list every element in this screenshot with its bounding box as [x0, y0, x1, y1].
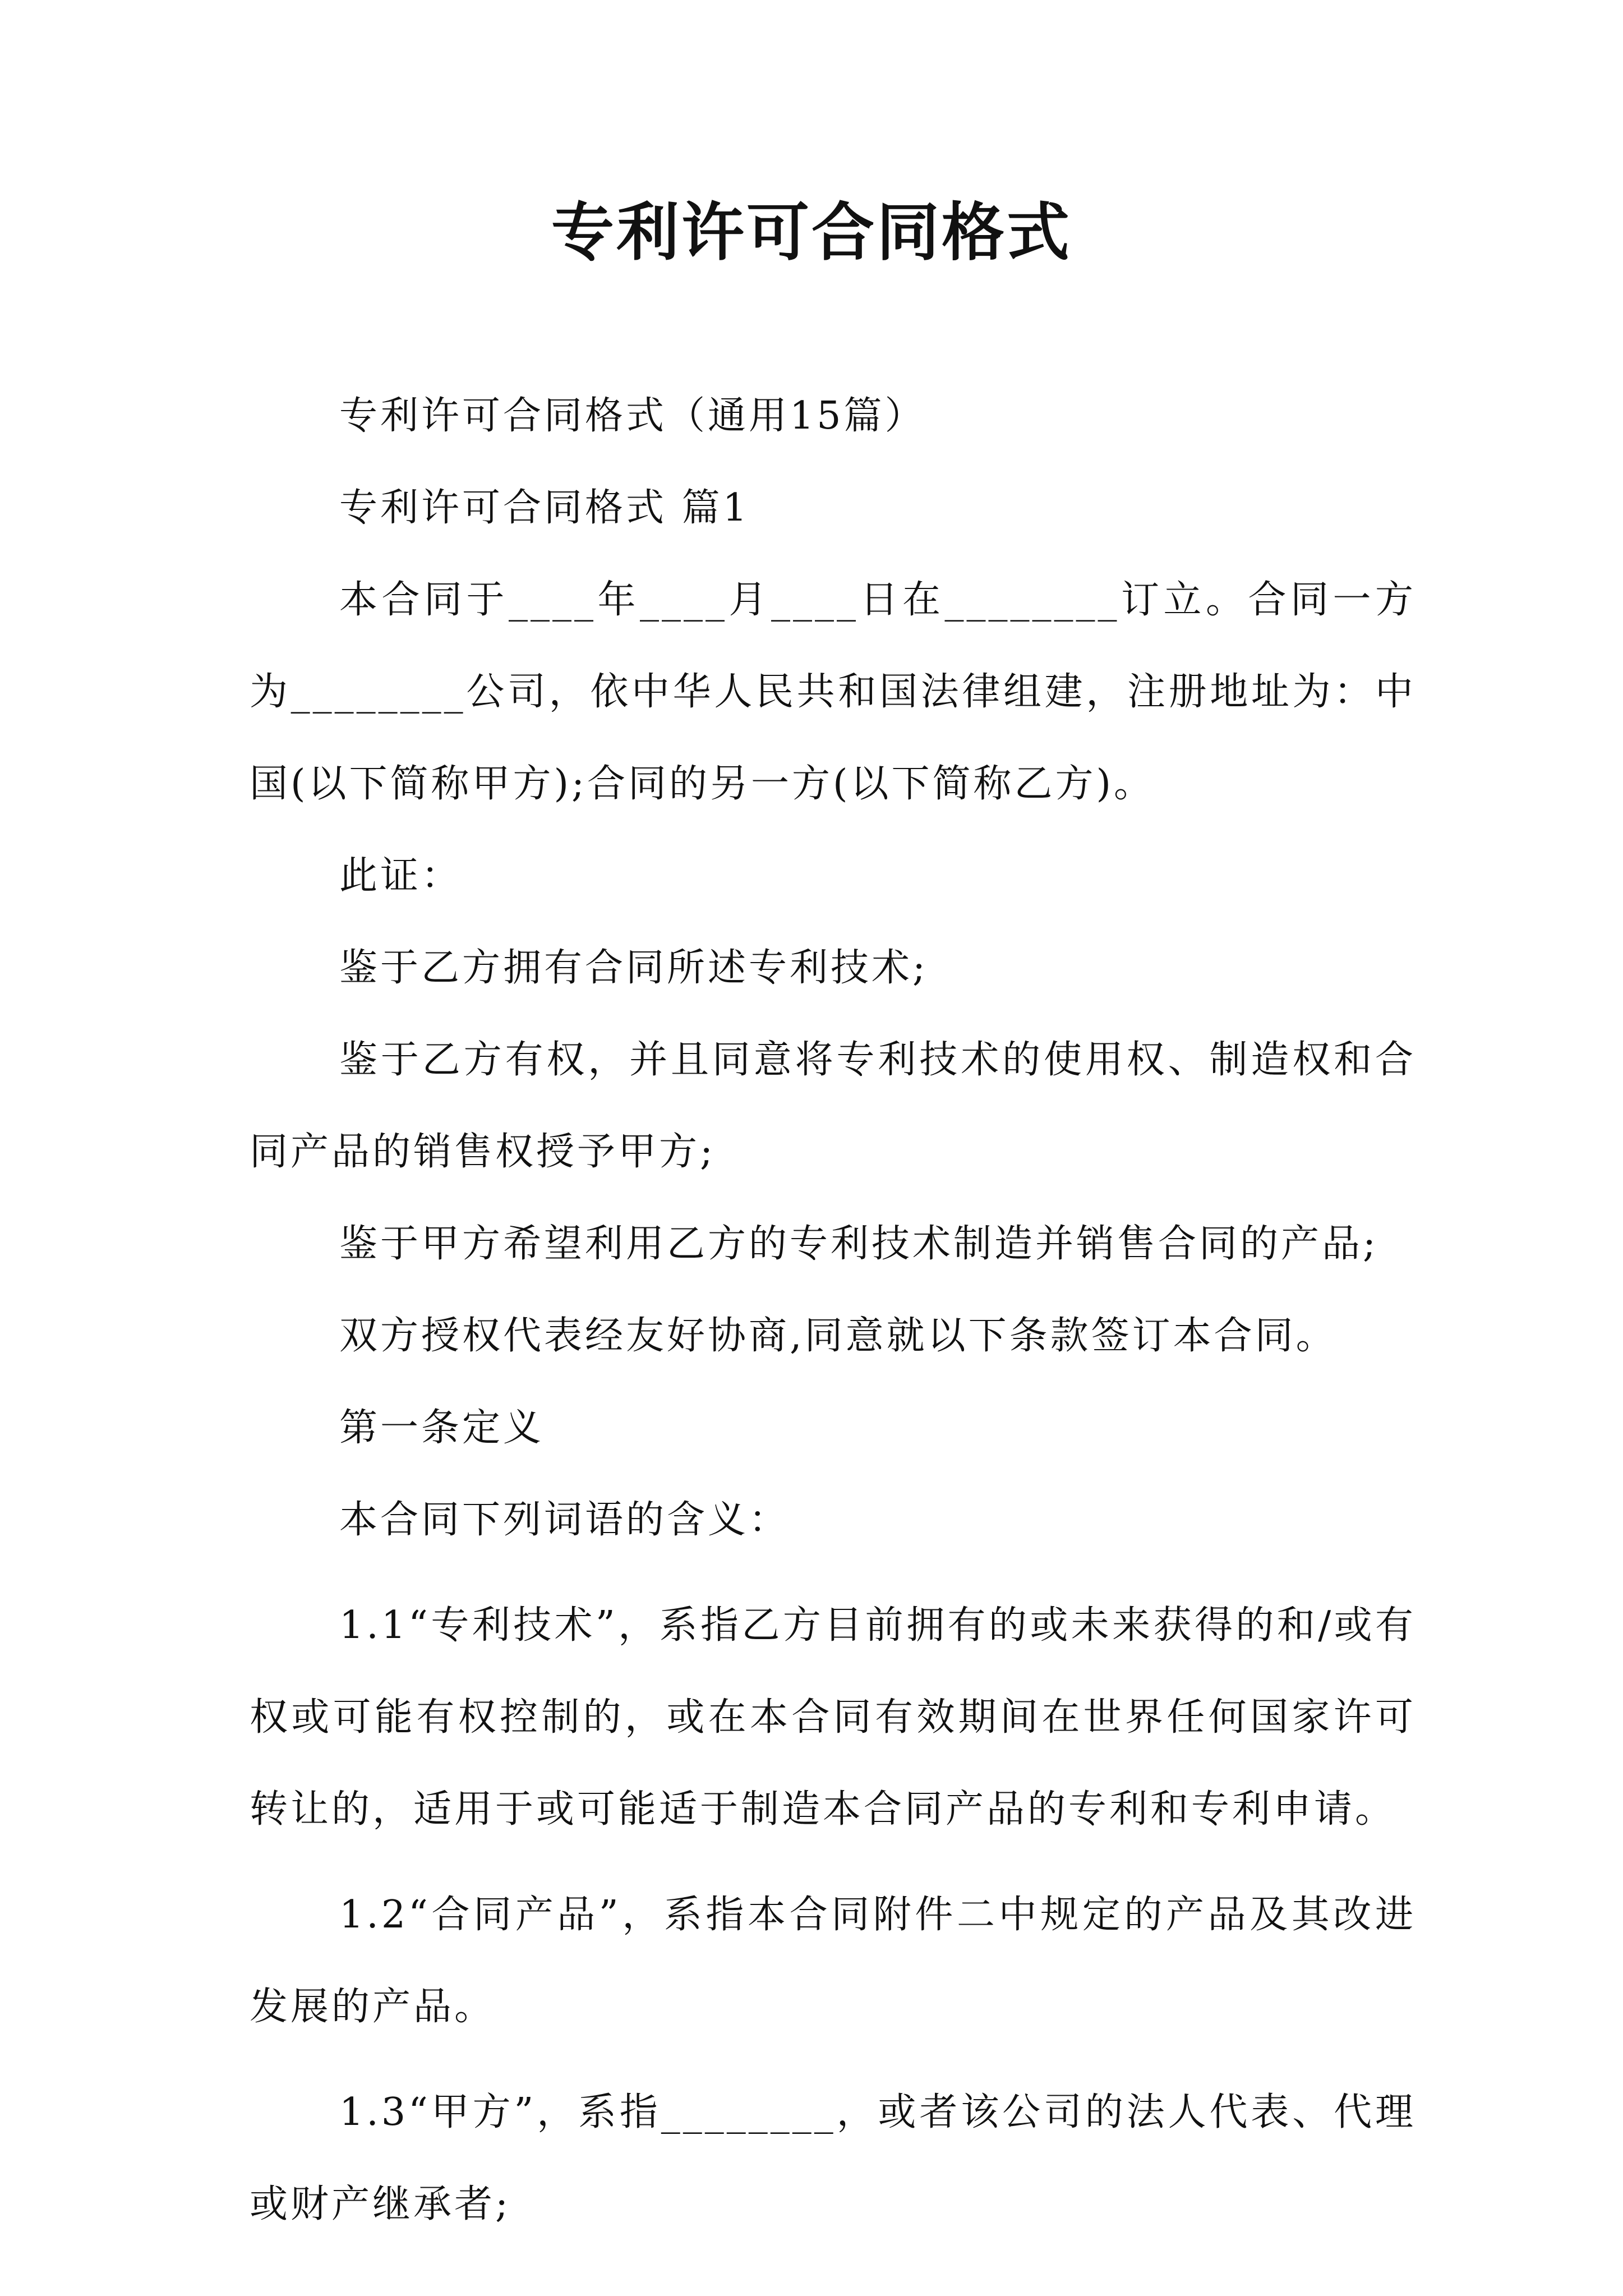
document-body: [250, 370, 1416, 2251]
paragraph-recital-2: 鉴于乙方有权，并且同意将专利技术的使用权、制造权和合同产品的销售权授予甲方;: [250, 1038, 1416, 1174]
paragraph-preamble: 本合同于____年____月____日在________订立。合同一方为________公司，依中华人民共和国法律组建，注册地址为：中国(以下简称甲方);合同的另一方(以下简称乙方)。: [250, 578, 1416, 806]
document-title: 专利许可合同格式: [551, 196, 1072, 269]
paragraph-clause-1-3: 1.3“甲方”，系指________，或者该公司的法人代表、代理或财产继承者;: [250, 2090, 1416, 2226]
paragraph-article-1-heading: 第一条定义: [339, 1406, 545, 1450]
paragraph-agreement: 双方授权代表经友好协商,同意就以下条款签订本合同。: [339, 1314, 1337, 1358]
paragraph-clause-1-2: 1.2“合同产品”，系指本合同附件二中规定的产品及其改进发展的产品。: [250, 1893, 1416, 2029]
paragraph-witness: 此证：: [339, 854, 463, 898]
paragraph-recital-3: 鉴于甲方希望利用乙方的专利技术制造并销售合同的产品;: [339, 1222, 1378, 1266]
paragraph-section-heading: 专利许可合同格式 篇1: [339, 486, 750, 530]
paragraph-subtitle: 专利许可合同格式（通用15篇）: [339, 394, 926, 438]
paragraph-recital-1: 鉴于乙方拥有合同所述专利技术;: [339, 946, 928, 990]
paragraph-clause-1-1: 1.1“专利技术”，系指乙方目前拥有的或未来获得的和/或有权或可能有权控制的，或在本合同有效期间在世界任何国家许可转让的，适用于或可能适于制造本合同产品的专利和专利申请。: [250, 1603, 1416, 1832]
paragraph-definitions-intro: 本合同下列词语的含义：: [339, 1498, 790, 1542]
